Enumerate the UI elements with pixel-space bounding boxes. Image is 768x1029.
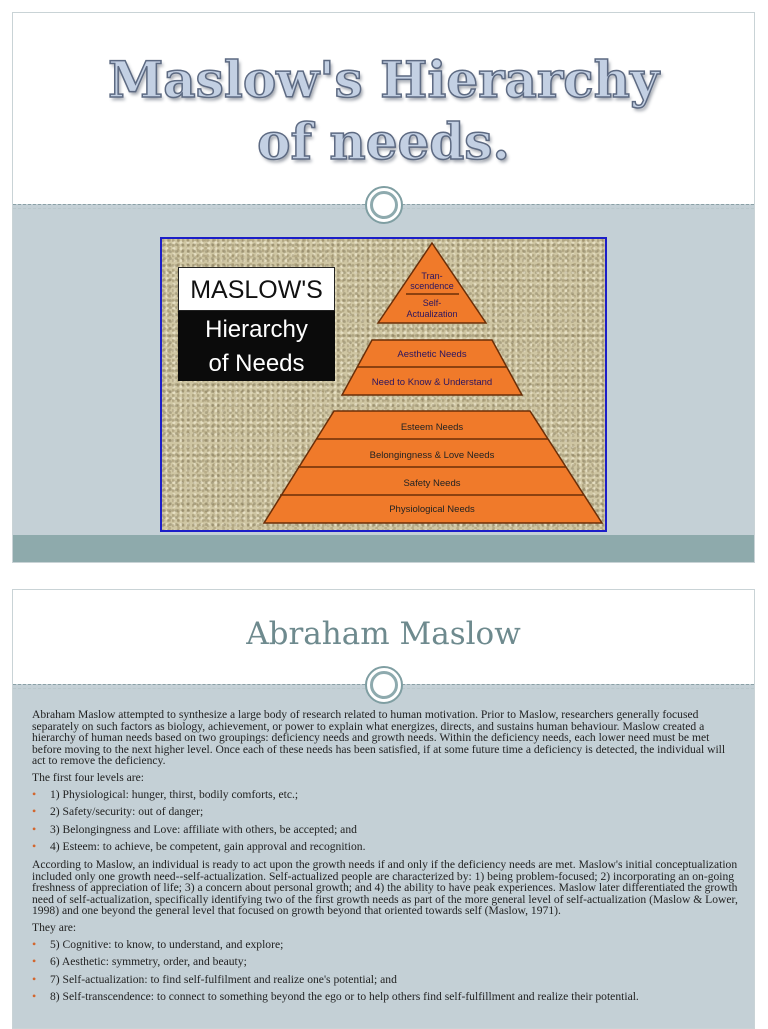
title-line-1: Maslow's Hierarchy [107, 50, 660, 109]
level-physiological: Physiological Needs [389, 504, 475, 515]
slide-2 [12, 589, 755, 1029]
list-item: • 6) Aesthetic: symmetry, order, and beauty; [32, 956, 738, 968]
figure-label-hierarchy [178, 311, 335, 381]
list-growth-needs [32, 939, 738, 1003]
figure-label-maslows: MASLOW'S [178, 267, 335, 311]
list-deficiency-needs [32, 789, 738, 853]
level-know: Need to Know & Understand [371, 377, 493, 388]
list-item: • 2) Safety/security: out of danger; [32, 806, 738, 818]
level-safety: Safety Needs [403, 478, 461, 489]
level-self-2: Actualization [406, 309, 458, 319]
paragraph-2: According to Maslow, an individual is ready to act upon the growth needs if and only if the deficiency needs are met. Maslow's initial conceptualization included only one growth need--self-actualization. Self-actualized people are characterized by: 1) being problem-focused; 2) incorporating an on-going freshness of appreciation of life; 3) a concern about personal growth; and 4) the ability to have peak experiences. Maslow later differentiated the growth need of self-actualization, specifically identifying two of the first growth needs as part of the more general level of self-actualization (Maslow & Lower, 1998) and one beyond the general level that focused on growth beyond that oriented towards self (Maslow, 1971). [32, 857, 738, 918]
level-transcendence-2: scendence [410, 281, 454, 291]
level-self-1: Self- [422, 298, 442, 308]
divider-ring-icon [365, 186, 403, 224]
level-aesthetic: Aesthetic Needs [397, 349, 467, 360]
maslow-pyramid-figure [160, 237, 607, 532]
title-line-2: of needs. [257, 112, 510, 171]
paragraph-1: Abraham Maslow attempted to synthesize a large body of research related to human motivation. Prior to Maslow, researchers generally focused separately on such factors as biology, achievement, or power to explain what energizes, directs, and sustains human behaviour. Maslow created a hierarchy of human needs based on two groupings: deficiency needs and growth needs. Within the deficiency needs, each lower need must be met before moving to the next higher level. Once each of these needs has been satisfied, if at some future time a deficiency is detected, the individual will act to remove the deficiency. [32, 708, 726, 768]
intro-they-are: They are: [32, 920, 77, 934]
figure-label-line3: of Needs [208, 350, 305, 377]
list-item: • 5) Cognitive: to know, to understand, and explore; [32, 939, 738, 951]
level-transcendence-1: Tran- [421, 271, 443, 281]
slide-1-title [13, 49, 754, 173]
slide-2-body [32, 709, 738, 1009]
figure-label-line2: Hierarchy [205, 316, 308, 343]
level-belongingness: Belongingness & Love Needs [369, 450, 495, 461]
intro-first-four: The first four levels are: [32, 770, 145, 784]
slide-1 [12, 12, 755, 563]
slide-2-divider-ring-icon [365, 666, 403, 704]
list-item: • 4) Esteem: to achieve, be competent, gain approval and recognition. [32, 841, 738, 853]
list-item: • 8) Self-transcendence: to connect to something beyond the ego or to help others find self-fulfillment and realize their potential. [32, 991, 738, 1003]
list-item: • 3) Belongingness and Love: affiliate with others, be accepted; and [32, 824, 738, 836]
slide-2-title: Abraham Maslow [246, 616, 521, 652]
slide-1-footer-band [13, 535, 754, 562]
level-esteem: Esteem Needs [400, 422, 464, 433]
list-item: • 1) Physiological: hunger, thirst, bodily comforts, etc.; [32, 789, 738, 801]
list-item: • 7) Self-actualization: to find self-fulfilment and realize one's potential; and [32, 974, 738, 986]
